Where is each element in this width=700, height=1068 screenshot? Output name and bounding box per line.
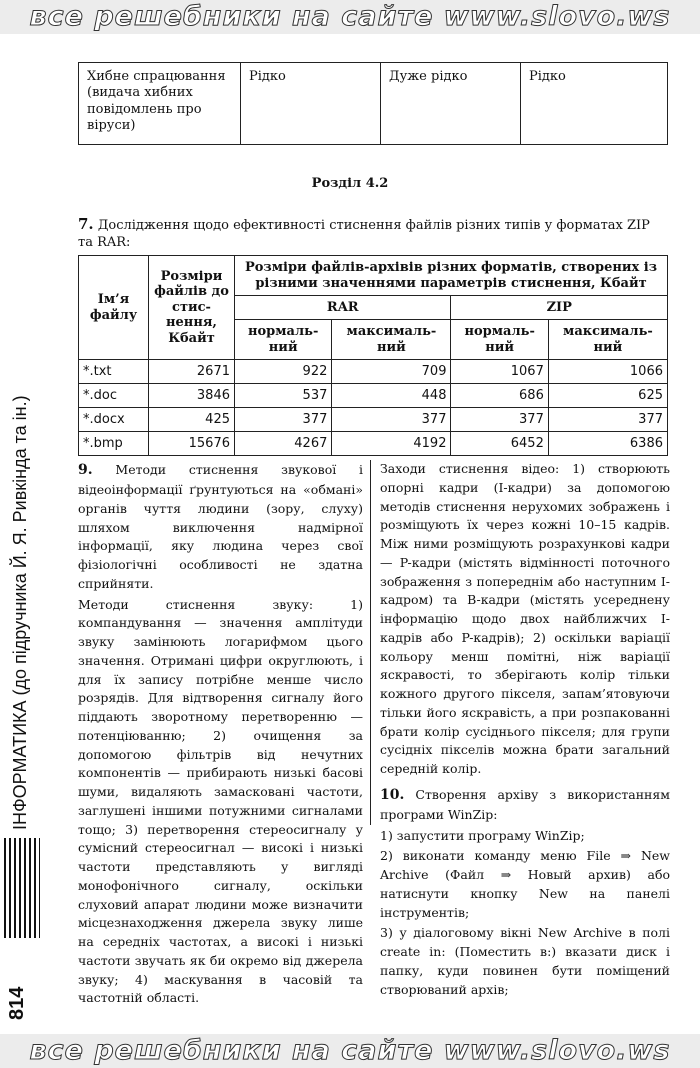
header-zip-normal: нормаль-ний: [451, 320, 548, 360]
cell-rar-normal: 4267: [235, 432, 332, 456]
table-row: [79, 384, 668, 408]
virus-table-fragment: [78, 62, 668, 145]
header-zip-max: максималь-ний: [548, 320, 667, 360]
cell-zip-normal: 1067: [451, 360, 548, 384]
question-number: 7.: [78, 215, 94, 233]
cell-zip-normal: 686: [451, 384, 548, 408]
cell-size: 15676: [149, 432, 235, 456]
right-column: [380, 460, 670, 1001]
question-number: 9.: [78, 462, 93, 478]
table-row: [79, 63, 668, 145]
header-filename: Ім’я файлу: [79, 256, 149, 360]
paragraph: Методи стиснення звуку: 1) компандування — значення амплітуди звуку замінюють логарифмом цього значення. Отримані цифри округлюють, і для їх запису потрібне менше число розрядів. Для відтворення сигналу його піддають зворотному перетворенню — потенціюванню; 2) очищення за допомогою фільтрів від нечутних компонентів — прибирають низькі басові шуми, видаляють замасковані частоти, заглушені іншими потужними сигналами тощо; 3) перетворення стереосигналу у сумісний стереосигнал — високі і низькі частоти представляють у вигляді монофонічного сигналу, оскільки слуховий апарат людини може визначити місцезнаходження джерела звуку лише на середніх частотах, а високі і низькі частоти звучать як би окремо від джерела звуку; 4) маскування в часовій та частотній області.: [78, 596, 363, 1006]
column-divider: [370, 460, 371, 825]
paragraph-text: Створення архіву з використанням програми WinZip:: [380, 786, 670, 822]
question-7: [78, 215, 668, 252]
table-header-row: [79, 256, 668, 296]
cell-rar-max: 709: [332, 360, 451, 384]
header-zip: ZIP: [451, 296, 668, 320]
table-row: [79, 432, 668, 456]
cell-zip-max: 1066: [548, 360, 667, 384]
page-number: 814: [6, 986, 28, 1020]
decorative-hatch: [4, 838, 40, 938]
table-cell: Рідко: [241, 63, 381, 145]
section-title: Розділ 4.2: [311, 176, 389, 191]
cell-rar-max: 4192: [332, 432, 451, 456]
paragraph: [78, 460, 363, 594]
cell-rar-normal: 377: [235, 408, 332, 432]
cell-size: 3846: [149, 384, 235, 408]
cell-rar-normal: 922: [235, 360, 332, 384]
cell-size: 2671: [149, 360, 235, 384]
paragraph: Заходи стиснення відео: 1) створюють опорні кадри (I-кадри) за допомогою методів стиснення нерухомих зображень і розміщують їх через кожні 10–15 кадрів. Між ними розміщують розрахункові кадри — P-кадри (містять відмінності поточного зображення з попереднім або наступним I-кадром) та B-кадри (містять усереднену інформацію щодо двох найближчих I-кадрів або P-кадрів); 2) оскільки варіації кольору менш помітні, ніж варіації яскравості, то зберігають колір тільки кожного другого пікселя, запам’ятовуючи тільки його яскравість, а при розпакованні брати колір сусіднього пікселя; для групи сусідніх пікселів можна брати загальний середній колір.: [380, 461, 670, 776]
top-watermark-banner: все решебники на сайте www.slovo.ws: [0, 0, 700, 34]
header-rar-normal: нормаль-ний: [235, 320, 332, 360]
bottom-watermark-banner: все решебники на сайте www.slovo.ws: [0, 1034, 700, 1068]
header-archive: Розміри файлів-архівів різних форматів, створених із різними значеннями параметрів стиснення, Кбайт: [235, 256, 668, 296]
cell-rar-normal: 537: [235, 384, 332, 408]
cell-filename: *.docx: [79, 408, 149, 432]
header-size: Розміри файлів до стис-нення, Кбайт: [149, 256, 235, 360]
header-rar-max: максималь-ний: [332, 320, 451, 360]
header-rar: RAR: [235, 296, 451, 320]
table-row: [79, 408, 668, 432]
table-cell: Рідко: [521, 63, 668, 145]
cell-filename: *.txt: [79, 360, 149, 384]
step: 3) у діалоговому вікні New Archive в полі create in: (Поместить в:) вказати диск і папку, куди повинен бути поміщений створюваний архів;: [380, 925, 670, 997]
table-cell: Хибне спрацювання (видача хибних повідомлень про віруси): [79, 63, 241, 145]
cell-size: 425: [149, 408, 235, 432]
step: 1) запустити програму WinZip;: [380, 827, 585, 843]
table-row: [79, 360, 668, 384]
cell-filename: *.bmp: [79, 432, 149, 456]
table-cell: Дуже рідко: [381, 63, 521, 145]
book-title-vertical: ІНФОРМАТИКА (до підручника Й. Я. Ривкінда та ін.): [10, 395, 30, 830]
cell-zip-max: 377: [548, 408, 667, 432]
cell-zip-max: 6386: [548, 432, 667, 456]
paragraph: [380, 785, 670, 825]
cell-rar-max: 448: [332, 384, 451, 408]
compression-table: [78, 255, 668, 456]
paragraph-text: Методи стиснення звукової і відеоінформації ґрунтуються на «обмані» органів чуття людини (зору, слуху) шляхом виключення надмірної інформації, яку людина через свої фізіологічні особливості не здатна сприйняти.: [78, 462, 364, 591]
cell-rar-max: 377: [332, 408, 451, 432]
cell-zip-normal: 377: [451, 408, 548, 432]
question-number: 10.: [380, 786, 405, 803]
cell-zip-normal: 6452: [451, 432, 548, 456]
cell-zip-max: 625: [548, 384, 667, 408]
cell-filename: *.doc: [79, 384, 149, 408]
step: 2) виконати команду меню File ⇒ New Archive (Файл ⇒ Новый архив) або натиснути кнопку New на панелі інструментів;: [380, 848, 670, 920]
question-text: Дослідження щодо ефективності стиснення файлів різних типів у форматах ZIP та RAR:: [78, 218, 650, 250]
left-column: [78, 460, 363, 1010]
